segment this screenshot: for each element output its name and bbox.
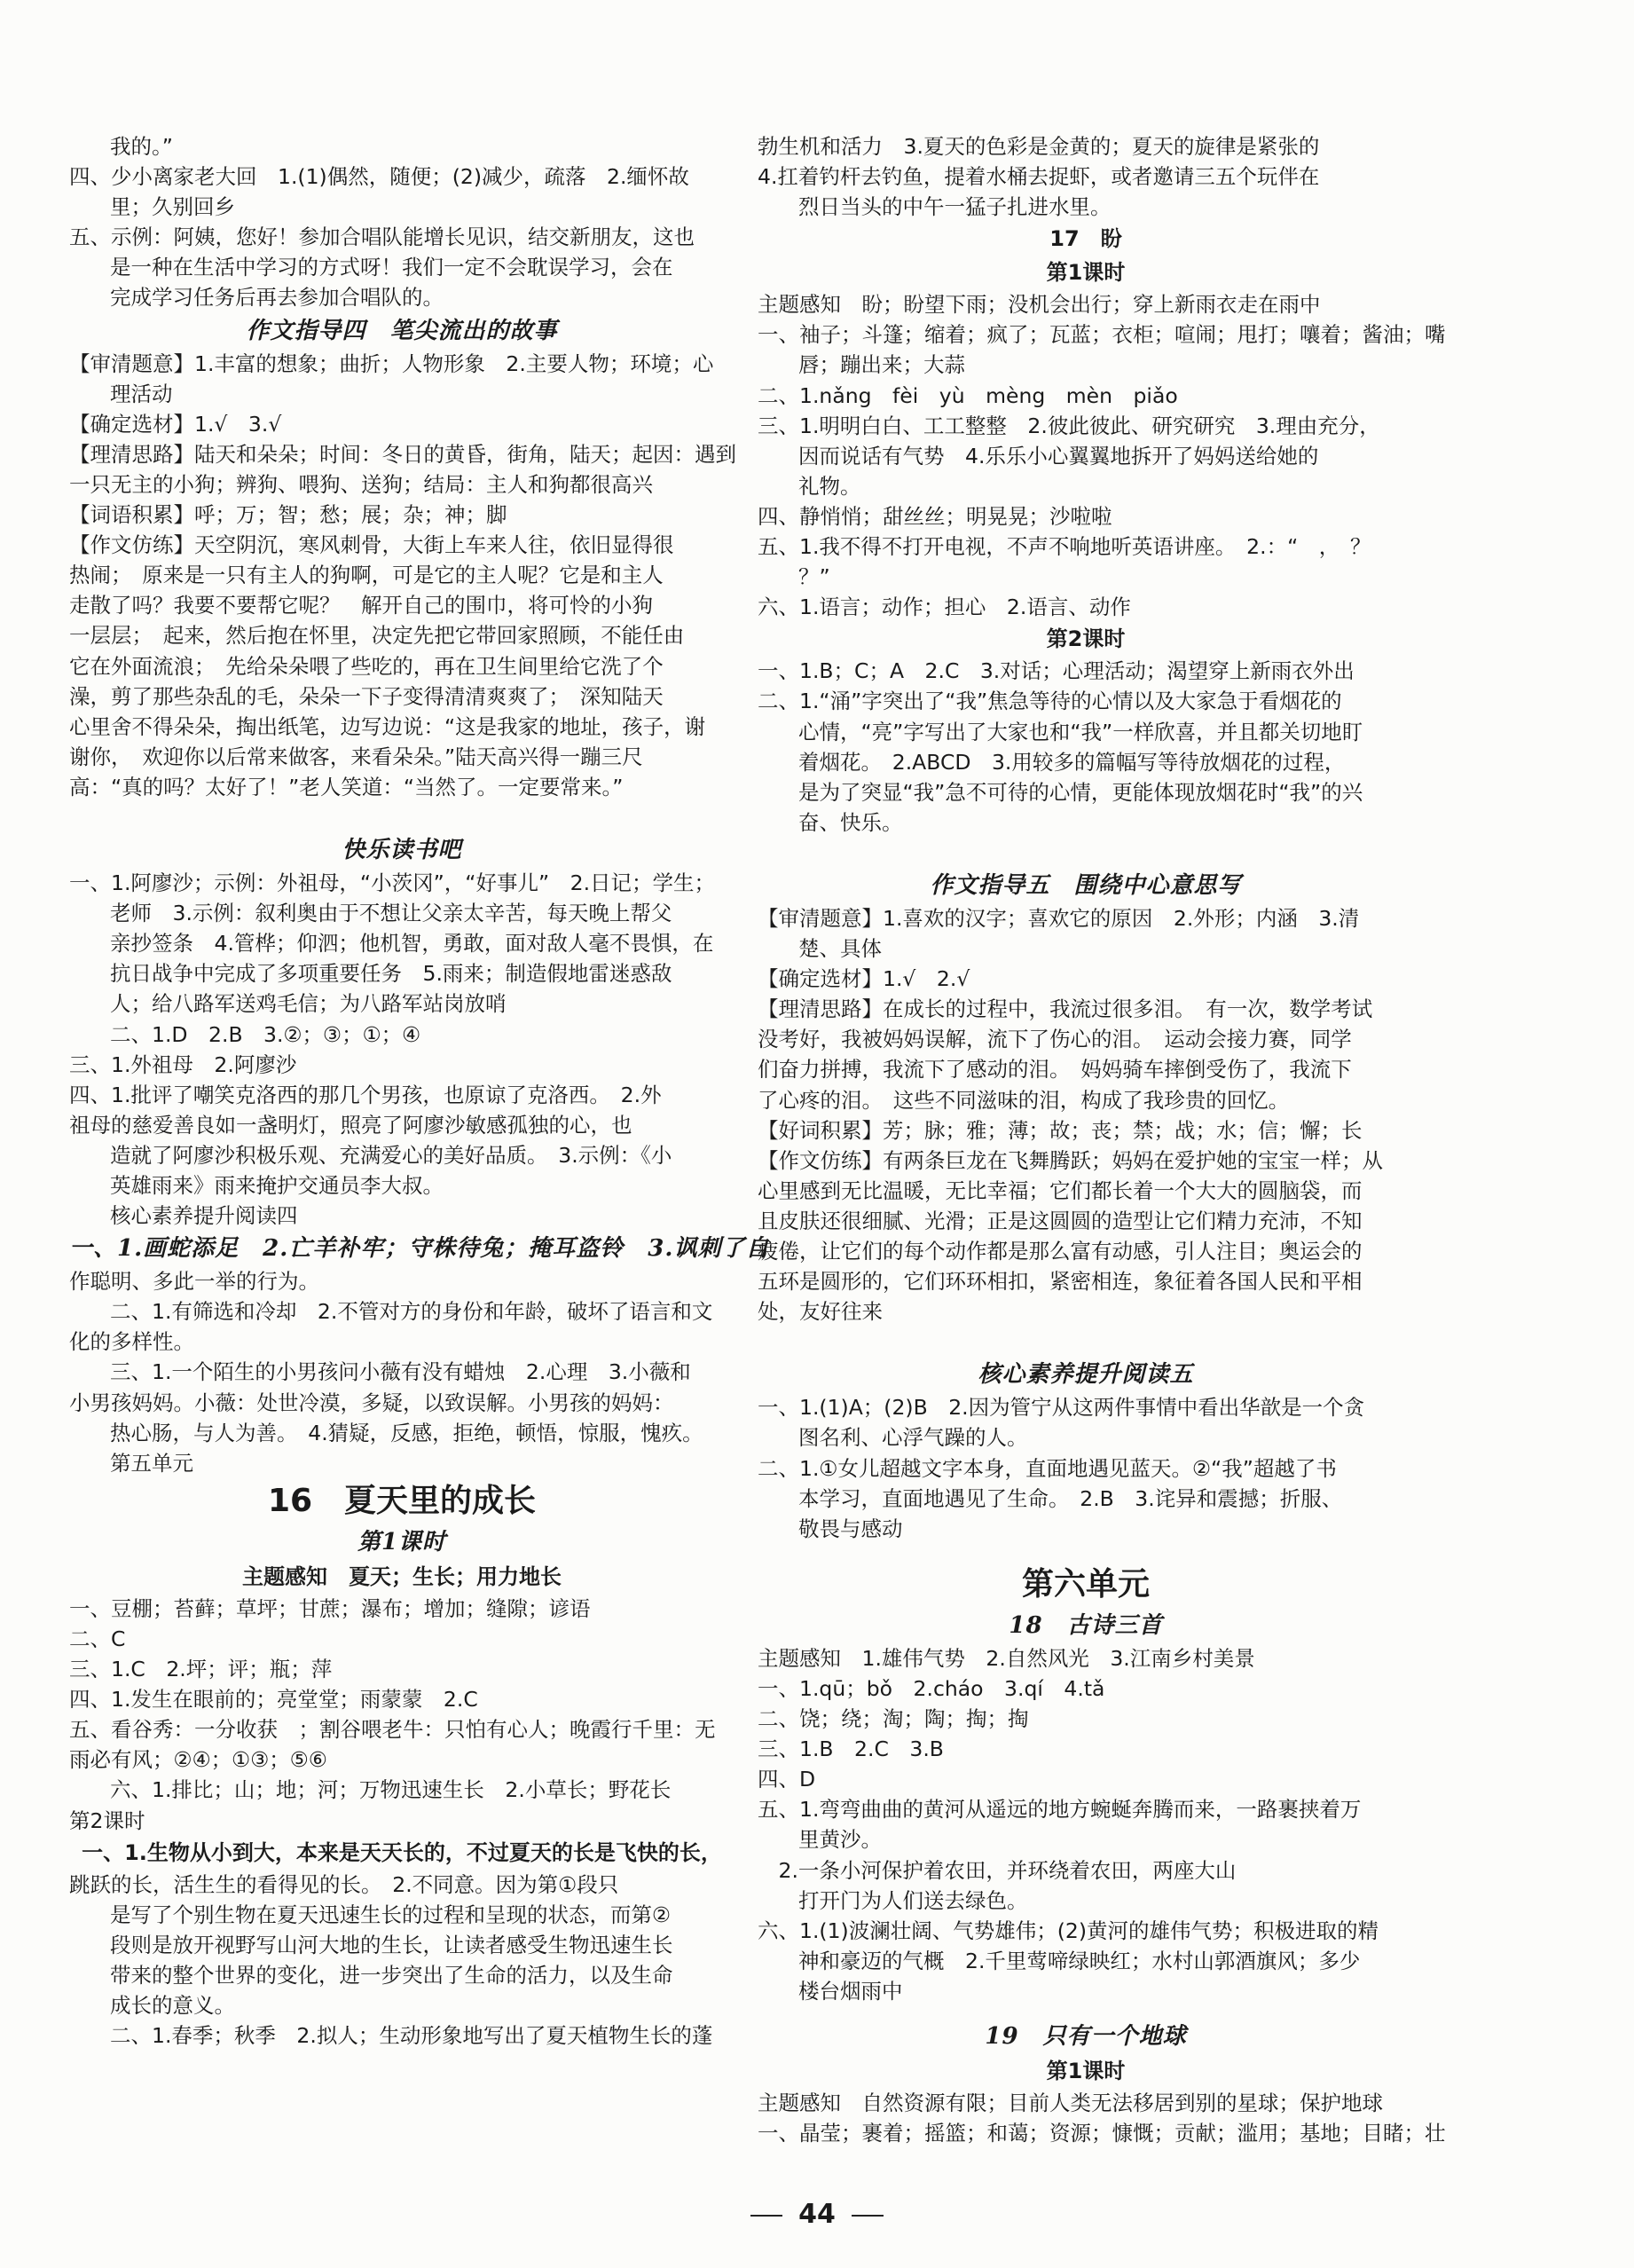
- lesson-title: 17 盼: [1049, 226, 1122, 252]
- text-line: 二、C: [69, 1626, 126, 1651]
- text-line: 二、1.春季；秋季 2.拟人；生动形象地写出了夏天植物生长的蓬: [110, 2023, 713, 2049]
- text-line: 主题感知 自然资源有限；目前人类无法移居到别的星球；保护地球: [758, 2090, 1383, 2115]
- text-line: 4.扛着钓杆去钓鱼，提着水桶去捉虾，或者邀请三五个玩伴在: [758, 164, 1320, 190]
- text-line: 核心素养提升阅读四: [110, 1203, 298, 1229]
- text-line: 是为了突显“我”急不可待的心情，更能体现放烟花时“我”的兴: [798, 779, 1363, 805]
- text-line: 高：“真的吗？太好了！”老人笑道：“当然了。一定要常来。”: [69, 774, 624, 799]
- text-line: 心里舍不得朵朵，掏出纸笔，边写边说：“这是我家的地址，孩子，谢: [69, 713, 706, 739]
- text-line: 是一种在生活中学习的方式呀！我们一定不会耽误学习，会在: [110, 255, 673, 280]
- text-line: 图名利、心浮气躁的人。: [798, 1425, 1028, 1451]
- text-line: 三、1.C 2.坪；评；瓶；萍: [69, 1657, 333, 1682]
- lesson-period-heading: 第2课时: [1046, 626, 1126, 652]
- text-line: 一、1.阿廖沙；示例：外祖母，“小茨冈”，“好事儿” 2.日记；学生；: [69, 870, 716, 896]
- text-line: 二、饶；绕；淘；陶；掏；掏: [758, 1706, 1029, 1732]
- text-line: 奋、快乐。: [798, 809, 903, 835]
- text-line: 热闹； 原来是一只有主人的狗啊，可是它的主人呢？它是和主人: [69, 563, 664, 588]
- spacer: [758, 2006, 1414, 2019]
- text-line: 一、1.B；C；A 2.C 3.对话；心理活动；渴望穿上新雨衣外出: [758, 658, 1355, 684]
- text-line: 人；给八路军送鸡毛信；为八路军站岗放哨: [110, 991, 507, 1017]
- section-heading: 一、1.画蛇添足 2.亡羊补牢；守株待兔；掩耳盗铃 3.讽刺了自: [69, 1235, 770, 1263]
- text-line: 作聪明、多此一举的行为。: [69, 1269, 319, 1295]
- text-line: 六、1.(1)波澜壮阔、气势雄伟；(2)黄河的雄伟气势；积极进取的精: [758, 1918, 1379, 1943]
- text-line: 一、晶莹；裹着；摇篮；和蔼；资源；慷慨；贡献；滥用；基地；目睹；壮: [758, 2121, 1446, 2146]
- text-line: 楼台烟雨中: [798, 1978, 903, 2004]
- text-line: 心里感到无比温暖，无比幸福；它们都长着一个大大的圆脑袋，而: [758, 1177, 1363, 1203]
- text-line: 【理清思路】在成长的过程中，我流过很多泪。 有一次，数学考试: [758, 996, 1373, 1022]
- text-line: 着烟花。 2.ABCD 3.用较多的篇幅写等待放烟花的过程，: [798, 749, 1346, 775]
- text-line: 五、示例：阿姨，您好！参加合唱队能增长见识，结交新朋友，这也: [69, 224, 695, 250]
- text-line: 五、1.我不得不打开电视，不声不响地听英语讲座。 2.：“ ， ？: [758, 534, 1371, 560]
- text-line: 抗日战争中完成了多项重要任务 5.雨来；制造假地雷迷惑敌: [110, 961, 672, 987]
- unit-title: 第六单元: [1021, 1565, 1150, 1603]
- dash-decoration: [852, 2215, 884, 2217]
- text-line: 一层层； 起来，然后抱在怀里，决定先把它带回家照顾，不能任由: [69, 623, 685, 649]
- text-line: 敬畏与感动: [798, 1516, 903, 1541]
- lesson-period-heading: 第1课时: [1046, 260, 1126, 286]
- text-line: 是写了个别生物在夏天迅速生长的过程和呈现的状态，而第②: [110, 1902, 672, 1927]
- text-line: 且皮肤还很细腻、光滑；正是这圆圆的造型让它们精力充沛，不知: [758, 1208, 1363, 1233]
- lesson-title: 19 只有一个地球: [985, 2022, 1187, 2050]
- section-heading: 快乐读书吧: [342, 837, 462, 864]
- text-line: 勃生机和活力 3.夏天的色彩是金黄的；夏天的旋律是紧张的: [758, 134, 1320, 159]
- text-line: 没考好，我被妈妈误解，流下了伤心的泪。 运动会接力赛，同学: [758, 1027, 1352, 1052]
- text-line: 理活动: [110, 381, 173, 406]
- unit-title: 16 夏天里的成长: [267, 1482, 537, 1519]
- text-line: 二、1.有筛选和冷却 2.不管对方的身份和年龄，破坏了语言和文: [110, 1299, 713, 1325]
- right-column: [758, 131, 1446, 2148]
- text-line: 二、1.nǎng fèi yù mèng mèn piǎo: [758, 382, 1178, 408]
- text-line: 热心肠，与人为善。 4.猜疑，反感，拒绝，顿悟，惊服，愧疚。: [110, 1420, 703, 1445]
- text-line: 一、豆棚；苔藓；草坪；甘蔗；瀑布；增加；缝隙；谚语: [69, 1595, 591, 1621]
- text-line: 跳跃的长，活生生的看得见的长。 2.不同意。因为第①段只: [69, 1871, 619, 1897]
- text-line: 烈日当头的中午一猛子扎进水里。: [798, 194, 1112, 220]
- text-line: 祖母的慈爱善良如一盏明灯，照亮了阿廖沙敏感孤独的心，也: [69, 1112, 632, 1138]
- text-line: 2.一条小河保护着农田，并环绕着农田，两座大山: [758, 1857, 1237, 1883]
- text-line: 【好词积累】芳；脉；雅；薄；故；丧；禁；战；水；信；懈；长: [758, 1117, 1363, 1143]
- text-line: 我的。”: [110, 134, 173, 159]
- text-line: [69, 2051, 735, 2081]
- page-number: 44: [0, 2199, 1634, 2230]
- lesson-period-heading: 一、1.生物从小到大，本来是天天长的，不过夏天的长是飞快的长，: [82, 1839, 722, 1865]
- text-line: 心情，“亮”字写出了大家也和“我”一样欣喜，并且都关切地盯: [798, 719, 1363, 744]
- text-line: [69, 2081, 735, 2111]
- text-line: 【作文仿练】有两条巨龙在飞舞腾跃；妈妈在爱护她的宝宝一样；从: [758, 1147, 1383, 1173]
- text-line: 本学习，直面地遇见了生命。 2.B 3.诧异和震撼；折服、: [798, 1485, 1343, 1511]
- text-line: 【审清题意】1.喜欢的汉字；喜欢它的原因 2.外形；内涵 3.清: [758, 905, 1360, 931]
- text-line: 六、1.排比；山；地；河；万物迅速生长 2.小草长；野花长: [110, 1777, 672, 1803]
- text-line: 打开门为人们送去绿色。: [798, 1887, 1028, 1913]
- text-line: 亲抄签条 4.管桦；仰泗；他机智，勇敢，面对敌人毫不畏惧，在: [110, 931, 714, 957]
- text-line: 三、1.外祖母 2.阿廖沙: [69, 1051, 297, 1077]
- text-line: 楚、具体: [798, 936, 882, 962]
- text-line: 五、看谷秀：一分收获 ；割谷喂老牛：只怕有心人；晚霞行千里：无: [69, 1717, 716, 1743]
- text-line: 小男孩妈妈。小薇：处世冷漠，多疑，以致误解。小男孩的妈妈：: [69, 1390, 674, 1415]
- text-line: 它在外面流浪； 先给朵朵喂了些吃的，再在卫生间里给它洗了个: [69, 653, 664, 679]
- text-line: 二、1.①女儿超越文字本身，直面地遇见蓝天。②“我”超越了书: [758, 1455, 1337, 1481]
- text-line: 老师 3.示例：叙利奥由于不想让父亲太辛苦，每天晚上帮父: [110, 901, 672, 926]
- text-line: 三、1.一个陌生的小男孩问小薇有没有蜡烛 2.心理 3.小薇和: [110, 1359, 691, 1385]
- section-heading: 作文指导五 围绕中心意思写: [930, 871, 1242, 899]
- text-line: 四、D: [758, 1767, 816, 1792]
- text-line: 谢你， 欢迎你以后常来做客，来看朵朵。”陆天高兴得一蹦三尺: [69, 744, 643, 769]
- section-heading: 核心素养提升阅读五: [978, 1361, 1194, 1389]
- text-line: 完成学习任务后再去参加合唱队的。: [110, 285, 444, 311]
- text-line: 第五单元: [110, 1450, 193, 1476]
- text-line: 一、1.qū；bǒ 2.cháo 3.qí 4.tǎ: [758, 1675, 1105, 1701]
- text-line: 里；久别回乡: [110, 194, 235, 220]
- text-line: 【词语积累】呼；万；智；愁；展；杂；神；脚: [69, 502, 507, 528]
- text-line: 三、1.明明白白、工工整整 2.彼此彼此、研究研究 3.理由充分，: [758, 413, 1380, 438]
- text-line: [758, 838, 1414, 868]
- text-line: 因而说话有气势 4.乐乐小心翼翼地拆开了妈妈送给她的: [798, 443, 1319, 469]
- text-line: 成长的意义。: [110, 1992, 235, 2018]
- text-line: ？”: [798, 564, 830, 590]
- text-line: 三、1.B 2.C 3.B: [758, 1736, 944, 1762]
- text-line: 【确定选材】1.√ 3.√: [69, 411, 282, 437]
- dash-decoration: [750, 2215, 782, 2217]
- text-line: 二、1.“涌”字突出了“我”焦急等待的心情以及大家急于看烟花的: [758, 689, 1342, 714]
- text-line: 第2课时: [69, 1807, 145, 1833]
- text-line: 们奋力拼搏，我流下了感动的泪。 妈妈骑车摔倒受伤了，我流下: [758, 1057, 1352, 1083]
- text-line: 礼物。: [798, 473, 861, 499]
- text-line: 主题感知 盼；盼望下雨；没机会出行；穿上新雨衣走在雨中: [758, 292, 1321, 318]
- text-line: 雨必有风；②④；①③；⑤⑥: [69, 1747, 327, 1773]
- text-line: 六、1.语言；动作；担心 2.语言、动作: [758, 595, 1131, 620]
- lesson-title: 第1课时: [357, 1528, 447, 1555]
- text-line: 五、1.弯弯曲曲的黄河从遥远的地方蜿蜒奔腾而来，一路裹挟着万: [758, 1797, 1362, 1823]
- text-line: [758, 1327, 1414, 1357]
- text-line: 一、袖子；斗篷；缩着；疯了；瓦蓝；衣柜；喧闹；甩打；嚷着；酱油；嘴: [758, 322, 1446, 348]
- text-line: 英雄雨来》雨来掩护交通员李大叔。: [110, 1173, 444, 1198]
- spacer: [758, 1544, 1414, 1562]
- text-line: 【作文仿练】天空阴沉，寒风刺骨，大街上车来人往，依旧显得很: [69, 532, 674, 558]
- text-line: 段则是放开视野写山河大地的生长，让读者感受生物迅速生长: [110, 1932, 673, 1957]
- section-heading: 作文指导四 笔尖流出的故事: [246, 317, 558, 344]
- text-line: 处，友好往来: [758, 1299, 883, 1325]
- text-line: 神和豪迈的气概 2.千里莺啼绿映红；水村山郭酒旗风；多少: [798, 1948, 1361, 1973]
- text-line: 四、静悄悄；甜丝丝；明晃晃；沙啦啦: [758, 503, 1112, 529]
- text-line: 一只无主的小狗；辨狗、喂狗、送狗；结局：主人和狗都很高兴: [69, 471, 653, 497]
- text-line: 里黄沙。: [798, 1827, 882, 1853]
- lesson-period-heading: 主题感知 夏天；生长；用力地长: [242, 1563, 562, 1589]
- text-line: 二、1.D 2.B 3.②；③；①；④: [110, 1021, 421, 1047]
- text-line: 主题感知 1.雄伟气势 2.自然风光 3.江南乡村美景: [758, 1645, 1255, 1671]
- text-line: 四、1.批评了嘲笑克洛西的那几个男孩，也原谅了克洛西。 2.外: [69, 1082, 662, 1107]
- text-line: 了心疼的泪。 这些不同滋味的泪，构成了我珍贵的回忆。: [758, 1087, 1290, 1113]
- text-line: 澡，剪了那些杂乱的毛，朵朵一下子变得清清爽爽了； 深知陆天: [69, 683, 664, 709]
- left-column: [69, 131, 770, 2111]
- text-line: 【确定选材】1.√ 2.√: [758, 966, 970, 992]
- text-line: 四、1.发生在眼前的；亮堂堂；雨蒙蒙 2.C: [69, 1687, 478, 1713]
- lesson-period-heading: 第1课时: [1046, 2058, 1126, 2083]
- text-line: 四、少小离家老大回 1.(1)偶然，随便；(2)减少，疏落 2.缅怀故: [69, 164, 689, 190]
- text-line: 走散了吗？我要不要帮它呢？ 解开自己的围巾，将可怜的小狗: [69, 593, 653, 618]
- text-line: 唇；蹦出来；大蒜: [798, 352, 965, 378]
- lesson-title: 18 古诗三首: [1009, 1611, 1163, 1639]
- text-line: 化的多样性。: [69, 1329, 194, 1355]
- text-line: 五环是圆形的，它们环环相扣，紧密相连，象征着各国人民和平相: [758, 1269, 1363, 1295]
- text-line: [69, 802, 735, 832]
- text-line: 疲倦，让它们的每个动作都是那么富有动感，引人注目；奥运会的: [758, 1239, 1363, 1264]
- text-line: 【理清思路】陆天和朵朵；时间：冬日的黄昏，街角，陆天；起因：遇到: [69, 441, 736, 467]
- text-line: 一、1.(1)A；(2)B 2.因为管宁从这两件事情中看出华歆是一个贪: [758, 1395, 1365, 1421]
- text-line: 造就了阿廖沙积极乐观、充满爱心的美好品质。 3.示例：《小: [110, 1142, 672, 1168]
- text-line: 带来的整个世界的变化，进一步突出了生命的活力，以及生命: [110, 1962, 673, 1988]
- text-line: 【审清题意】1.丰富的想象；曲折；人物形象 2.主要人物；环境；心: [69, 350, 714, 376]
